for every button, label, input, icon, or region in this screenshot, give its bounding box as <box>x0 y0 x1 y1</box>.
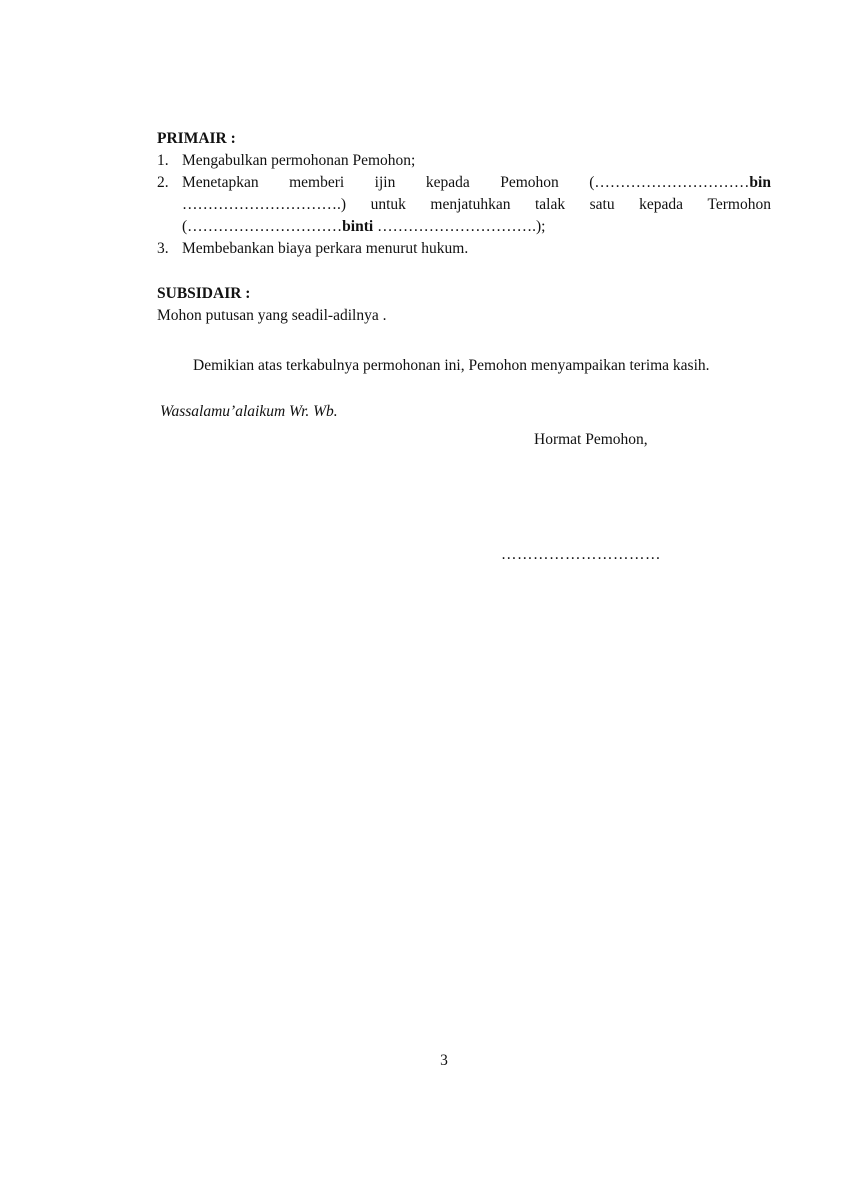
list-item-number: 1. <box>157 152 169 169</box>
bin-label: bin <box>749 174 771 191</box>
word: Pemohon <box>500 174 559 191</box>
name-blank-with-bin <box>589 172 771 194</box>
closing-paragraph: Demikian atas terkabulnya permohonan ini, Pemohon menyampaikan terima kasih. <box>193 357 710 374</box>
list-item-line-1 <box>182 172 771 194</box>
word: menjatuhkan <box>430 196 511 213</box>
primair-list <box>157 150 771 260</box>
closing-salutation: Wassalamu’alaikum Wr. Wb. <box>160 403 338 420</box>
blank-field: (………………………… <box>182 218 343 235</box>
list-item <box>157 150 771 172</box>
subsidair-text: Mohon putusan yang seadil-adilnya . <box>157 307 387 324</box>
word: Menetapkan <box>182 174 259 191</box>
signature-blank: ………………………… <box>501 546 661 563</box>
blank-field: (………………………… <box>589 174 750 191</box>
regards-text: Hormat Pemohon, <box>534 431 648 448</box>
blank-field: ………………………….) <box>182 196 347 213</box>
word: untuk <box>370 196 406 213</box>
list-item <box>157 238 771 260</box>
word: satu <box>589 196 615 213</box>
list-item-text: Membebankan biaya perkara menurut hukum. <box>182 240 469 257</box>
list-item-text: Mengabulkan permohonan Pemohon; <box>182 152 416 169</box>
subsidair-heading: SUBSIDAIR : <box>157 285 251 302</box>
word: talak <box>534 196 566 213</box>
word: kepada <box>425 174 470 191</box>
page-number: 3 <box>440 1052 448 1069</box>
word: kepada <box>639 196 683 213</box>
blank-field: ………………………….); <box>373 218 546 235</box>
word: ijin <box>374 174 396 191</box>
list-item-line-3 <box>182 216 771 238</box>
list-item-number: 2. <box>157 174 169 191</box>
list-item-number: 3. <box>157 240 169 257</box>
list-item <box>157 172 771 238</box>
primair-heading: PRIMAIR : <box>157 130 236 147</box>
list-item-line-2 <box>182 194 771 216</box>
binti-label: binti <box>342 218 374 235</box>
word: Termohon <box>707 196 771 213</box>
word: memberi <box>289 174 345 191</box>
